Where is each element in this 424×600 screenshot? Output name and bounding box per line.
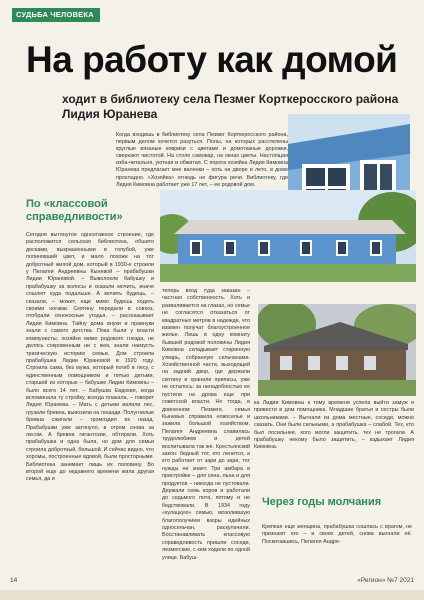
page-number: 14 [10,577,18,584]
article-lead: Когда входишь в библиотеку села Пезмег Корткеросского района, первым делом хочется разуться. Полы, на которых расстелены круглые вязаные коврики с цветами и домотканые дорожки, сверкают чистотой. На столе самовар, на окнах цветы. Настоящая изба-читальня, уютная и обжитая. С порога хозяйка Лидия Кимовна Юранева предлагает мне валенки – хоть на дворе и лето, в доме прохладно. «Хозяйка» отнюдь не фигура речи. Библиотеку, где Лидия Кимовна работает уже 17 лет, – ее родовой дом. [116,132,288,188]
section-heading-justice: По «классовой справедливости» [26,198,123,223]
section-rubric: СУДЬБА ЧЕЛОВЕКА [12,8,100,22]
section-heading-silence: Через годы молчания [262,496,382,508]
old-log-house-photo [258,304,416,396]
article-column-3: ка Лидии Кимовны к тому времени успела выйти замуж и привести в дом помощника. Младшие братья и сестры были школьниками. – Выгнали из дома местные, соседи, можно сказать. Они были сильными, а прабабушка – слабой. Тех, кто был посильнее, кого могли защитить, тех не трогали. А прабабушку некому было защитить, – вздыхает Лидия Кимовна. [254,400,414,451]
article-column-4: Крепкая еще женщина, прабабушка сошлась с врагом, не признают его – и своих детей, снова выгнали её. Поскитавшись, Пелагея Андре- [262,524,412,545]
article-subtitle: ходит в библиотеку села Пезмег Корткеросского района Лидия Юранева [62,92,399,121]
issue-label: «Регион» №7 2021 [357,577,414,584]
article-column-1: Сегодня вытянутое одноэтажное строение, где расположится сельская библиотека, обшито досками, выкрашенными в голубой, уже полинявший цвет, и мало похоже на тот добротный жилой дом, который в 1930-е строили у Пелагеи Андреевны Кыневой – прабабушки Лидии Юрановой. – Выволокли бабушку и прабабушку за волосы и сказали мочить, иначе сошлют куда подальше. А мочить будешь, – сказали, – может, еще мимо будешь ходить своими ногами. Скотину передали в совхоз, отобрали сенокосные угодья, – рассказывает Лидия Кимовна. Тайну дома внуки и правнуки знали с самого детства. Пока были у власти коммунисты, хозяйки мимо родового гнезда, не делясь сокровенным ни с кем, знали наизусть трагическую историю семьи. Дом строила прабабушка Лидии Юрановой в 1920 году. Строила сама, без мужа, который погиб в лесу, с единственным помощником и пятью детьми, старшей из которых – бабушке Лидии Кимовны – было всего 14 лет. – Бабушка Евдокия, когда вспоминала ту стройку, всегда плакала, – говорит Лидия Юранева. – Мать с детьми валили лес, грузили бревна, вывозили на лошади. Полугнилые бревна сжигали – громоздил их назад. Прабабушки уже затянуло, в огром снова за лесом. А бревна гигантские, обтирали. Хоть прабабушка и одна была, но дом для семьи строила добротный, большой. И сейчас видно, что хоромы, построенные вдовой, были просторными. Библиотека занимает лишь их половину. Во второй еще до недавнего времени жила другая семья, да и [26,232,154,483]
page-bottom-edge [0,590,424,600]
library-building-photo [160,190,416,282]
article-column-2: теперь вход туда заказан – частная собственность. Хоть и разваливается на глазах, но семье не согласятся отказаться от квадратных метров в надежде, что взамен получат благоустроенное жилье. Лишь в одну комнату бывшей родовой половины Лидия Кимовна складывает старинную утварь, собранную сельчанами. Хозяйственной части, выходящей на задний двор, где держали скотину и хранили припасы, уже не осталось: за ненадобностью ее пустили на дрова еще при советской власти. Но тогда, в довоенном Пезмеге, семья Кыневых справила новоселье и зажила большой хозяйством. Пелагея Андреевна славилась трудолюбием и детей воспитывала так же. Крестьянский закон: бедный тот, кто ленится, а кто работает от зари до зари, тот нужды не знает. Три амбара в пристройке – для сена, льна и для продуктов – никогда не пустовали. Держали семь коров и работали до седьмого пота, потому и не бедствовали. В 1934 году «кулацкую» семью, мозолившую благополучием взоры идейных односельчан, раскулачили. Восстанавливать классовую справедливость пришли соседи, лезмегские, с кем ходили по одной улице. Бабуш- [162,288,250,561]
article-headline: На работу как домой [26,39,398,80]
